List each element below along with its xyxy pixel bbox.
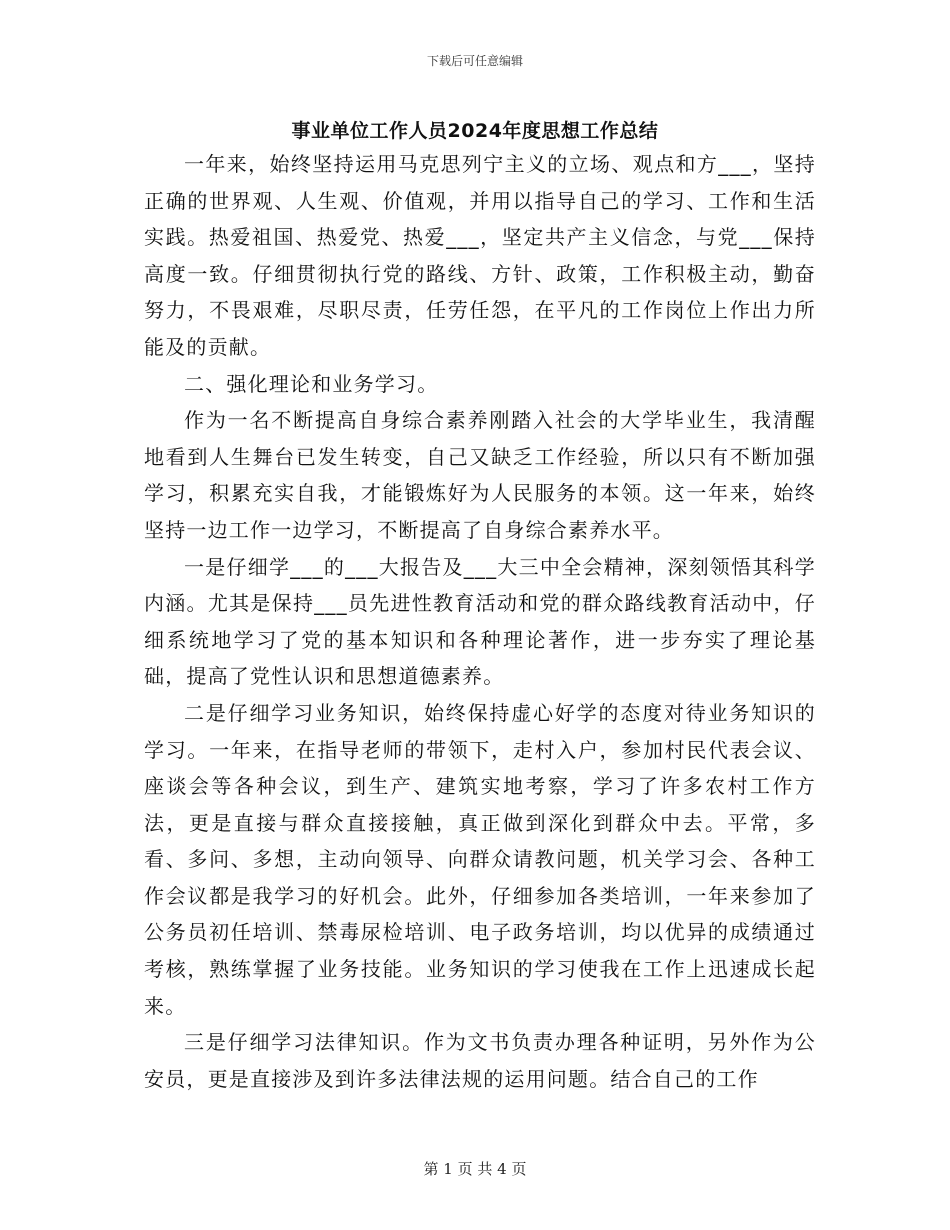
page-indicator: 第 1 页 共 4 页 <box>423 1160 527 1178</box>
paragraph-business-study: 二是仔细学习业务知识，始终保持虚心好学的态度对待业务知识的学习。一年来，在指导老师的带领下，走村入户，参加村民代表会议、座谈会等各种会议，到生产、建筑实地考察，学习了许多农村工作方法，更是直接与群众直接接触，真正做到深化到群众中去。平常，多看、多问、多想，主动向领导、向群众请教问题，机关学习会、各种工作会议都是我学习的好机会。此外，仔细参加各类培训，一年来参加了公务员初任培训、禁毒尿检培训、电子政务培训，均以优异的成绩通过考核，熟练掌握了业务技能。业务知识的学习使我在工作上迅速成长起来。 <box>144 700 816 1018</box>
paragraph-law-study: 三是仔细学习法律知识。作为文书负责办理各种证明，另外作为公安员，更是直接涉及到许多法律法规的运用问题。结合自己的工作 <box>144 1030 816 1091</box>
paragraph-theory-study: 一是仔细学___的___大报告及___大三中全会精神，深刻领悟其科学内涵。尤其是保持___员先进性教育活动和党的群众路线教育活动中，仔细系统地学习了党的基本知识和各种理论著作，进一步夯实了理论基础，提高了党性认识和思想道德素养。 <box>144 554 816 689</box>
paragraph-study-overview: 作为一名不断提高自身综合素养刚踏入社会的大学毕业生，我清醒地看到人生舞台已发生转变，自己又缺乏工作经验，所以只有不断加强学习，积累充实自我，才能锻炼好为人民服务的本领。这一年来，始终坚持一边工作一边学习，不断提高了自身综合素养水平。 <box>144 408 816 542</box>
section-heading-study: 二、强化理论和业务学习。 <box>184 371 439 396</box>
paragraph-intro: 一年来，始终坚持运用马克思列宁主义的立场、观点和方___，坚持正确的世界观、人生观、价值观，并用以指导自己的学习、工作和生活实践。热爱祖国、热爱党、热爱___，坚定共产主义信念，与党___保持高度一致。仔细贯彻执行党的路线、方针、政策，工作积极主动，勤奋努力，不畏艰难，尽职尽责，任劳任怨，在平凡的工作岗位上作出力所能及的贡献。 <box>144 152 816 359</box>
header-note: 下载后可任意编辑 <box>426 54 523 68</box>
document-body <box>144 146 816 1097</box>
document-title: 事业单位工作人员2024年度思想工作总结 <box>291 120 659 142</box>
